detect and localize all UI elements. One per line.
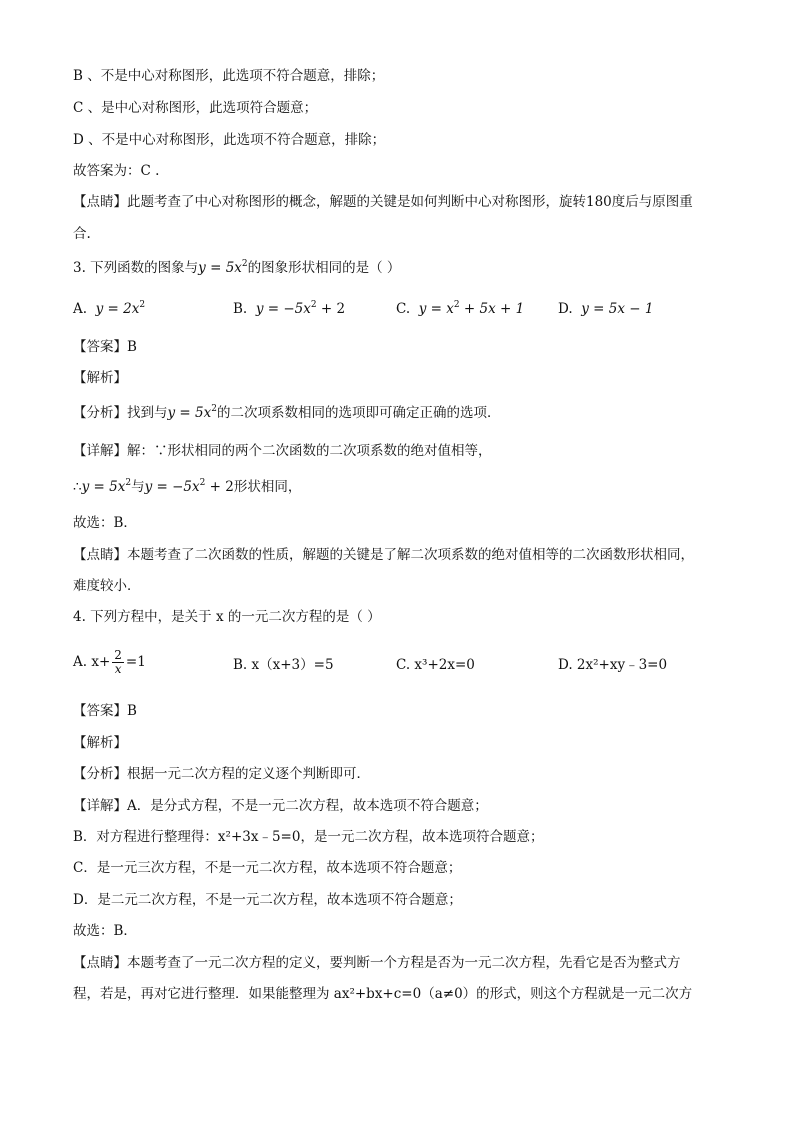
question-3-stem	[73, 258, 400, 278]
q3-option-a-exp: 2	[139, 300, 146, 310]
q3-answer: 【答案】B	[73, 339, 137, 355]
q3-detail: 【详解】解：∵形状相同的两个二次函数的二次项系数的绝对值相等，	[73, 443, 492, 459]
q3-option-a-label: A.	[73, 301, 88, 317]
question-4-stem: 4. 下列方程中，是关于 x 的一元二次方程的是（ ）	[73, 609, 381, 625]
q3-fenxi-pre: 【分析】找到与	[73, 405, 168, 421]
q3-therefore-symbol: ∴	[73, 479, 82, 495]
q3-dianjing: 【点睛】本题考查了二次函数的性质，解题的关键是了解二次项系数的绝对值相等的二次函数形状相同，	[73, 547, 694, 563]
q4-option-a-denominator: x	[114, 662, 122, 676]
q3-therefore-f2: y = −5x	[144, 479, 200, 495]
text-line-d: D 、不是中心对称图形，此选项不符合题意，排除；	[73, 132, 386, 148]
q4-detail-a: 【详解】A．是分式方程，不是一元二次方程，故本选项不符合题意；	[73, 798, 488, 814]
q3-stem-pre: 3. 下列函数的图象与	[73, 260, 199, 276]
q4-option-a-fraction	[112, 649, 124, 676]
q4-detail-c: C．是一元三次方程，不是一元二次方程，故本选项不符合题意；	[73, 860, 462, 876]
q3-option-b-expr: y = −5x	[255, 301, 311, 317]
q4-detail-d: D．是二元二次方程，不是一元二次方程，故本选项不符合题意；	[73, 892, 462, 908]
text-line-dianjing: 【点睛】此题考查了中心对称图形的概念，解题的关键是如何判断中心对称图形，旋转180度后与原图重	[73, 194, 693, 210]
q3-option-c-tail: + 5x + 1	[459, 301, 525, 317]
q3-option-d-expr: y = 5x − 1	[581, 301, 654, 317]
q3-choose: 故选：B．	[73, 515, 137, 531]
q3-option-b-label: B.	[233, 301, 248, 317]
text-line-b: B 、不是中心对称图形，此选项不符合题意，排除；	[73, 68, 385, 84]
q4-fenxi: 【分析】根据一元二次方程的定义逐个判断即可．	[73, 766, 370, 782]
q3-fenxi-func: y = 5x	[167, 405, 212, 421]
q3-dianjing-cont: 难度较小．	[73, 578, 141, 594]
q4-choose: 故选：B．	[73, 923, 137, 939]
q3-stem-exp: 2	[241, 259, 248, 269]
q3-fenxi-post: 的二次项系数相同的选项即可确定正确的选项．	[216, 405, 501, 421]
q4-analysis-heading: 【解析】	[73, 735, 127, 751]
q4-option-a-pre: A. x+	[73, 654, 111, 670]
text-line-answer: 故答案为：C .	[73, 163, 160, 179]
q3-therefore-tail: + 2	[205, 479, 234, 495]
q3-option-c-expr: y = x	[418, 301, 454, 317]
q4-option-c: C. x³+2x=0	[396, 657, 475, 673]
q3-option-d-label: D.	[558, 301, 573, 317]
q3-therefore-mid: 与	[131, 479, 145, 495]
q3-stem-post: 的图象形状相同的是（ ）	[247, 260, 401, 276]
q3-therefore-e1: 2	[125, 478, 132, 488]
q4-option-a	[73, 649, 146, 676]
q4-detail-b: B．对方程进行整理得：x²+3x﹣5=0，是一元二次方程，故本选项符合题意；	[73, 829, 544, 845]
q3-option-b-tail: + 2	[316, 301, 346, 317]
q4-dianjing: 【点睛】本题考查了一元二次方程的定义，要判断一个方程是否为一元二次方程，先看它是否为整式方	[73, 955, 681, 971]
text-line-dianjing-cont: 合.	[73, 226, 91, 242]
q3-option-c-label: C.	[396, 301, 411, 317]
q3-option-b	[233, 299, 345, 319]
q4-option-d: D. 2x²+xy﹣3=0	[558, 657, 668, 673]
q3-therefore	[73, 477, 301, 497]
q4-option-b: B. x（x+3）=5	[233, 657, 334, 673]
q3-therefore-f1: y = 5x	[81, 479, 126, 495]
q3-therefore-e2: 2	[199, 478, 206, 488]
q3-stem-func: y = 5x	[198, 260, 242, 276]
q3-option-a-expr: y = 2x	[95, 301, 140, 317]
q3-option-b-exp: 2	[310, 300, 317, 310]
q3-analysis-heading: 【解析】	[73, 370, 127, 386]
q4-dianjing-cont: 程，若是，再对它进行整理．如果能整理为 ax²+bx+c=0（a≠0）的形式，则这个方程就是一元二次方	[73, 986, 693, 1002]
q3-option-c-exp: 2	[453, 300, 460, 310]
q3-option-a	[73, 299, 145, 319]
q3-fenxi-exp: 2	[211, 404, 217, 414]
q4-option-a-post: =1	[125, 654, 146, 670]
q3-therefore-post: 形状相同，	[233, 479, 302, 495]
text-line-c: C 、是中心对称图形，此选项符合题意；	[73, 100, 318, 116]
q3-option-d	[558, 299, 653, 319]
q3-option-c	[396, 299, 524, 319]
q4-option-a-numerator: 2	[114, 648, 122, 662]
q4-answer: 【答案】B	[73, 703, 137, 719]
q3-fenxi	[73, 403, 500, 423]
